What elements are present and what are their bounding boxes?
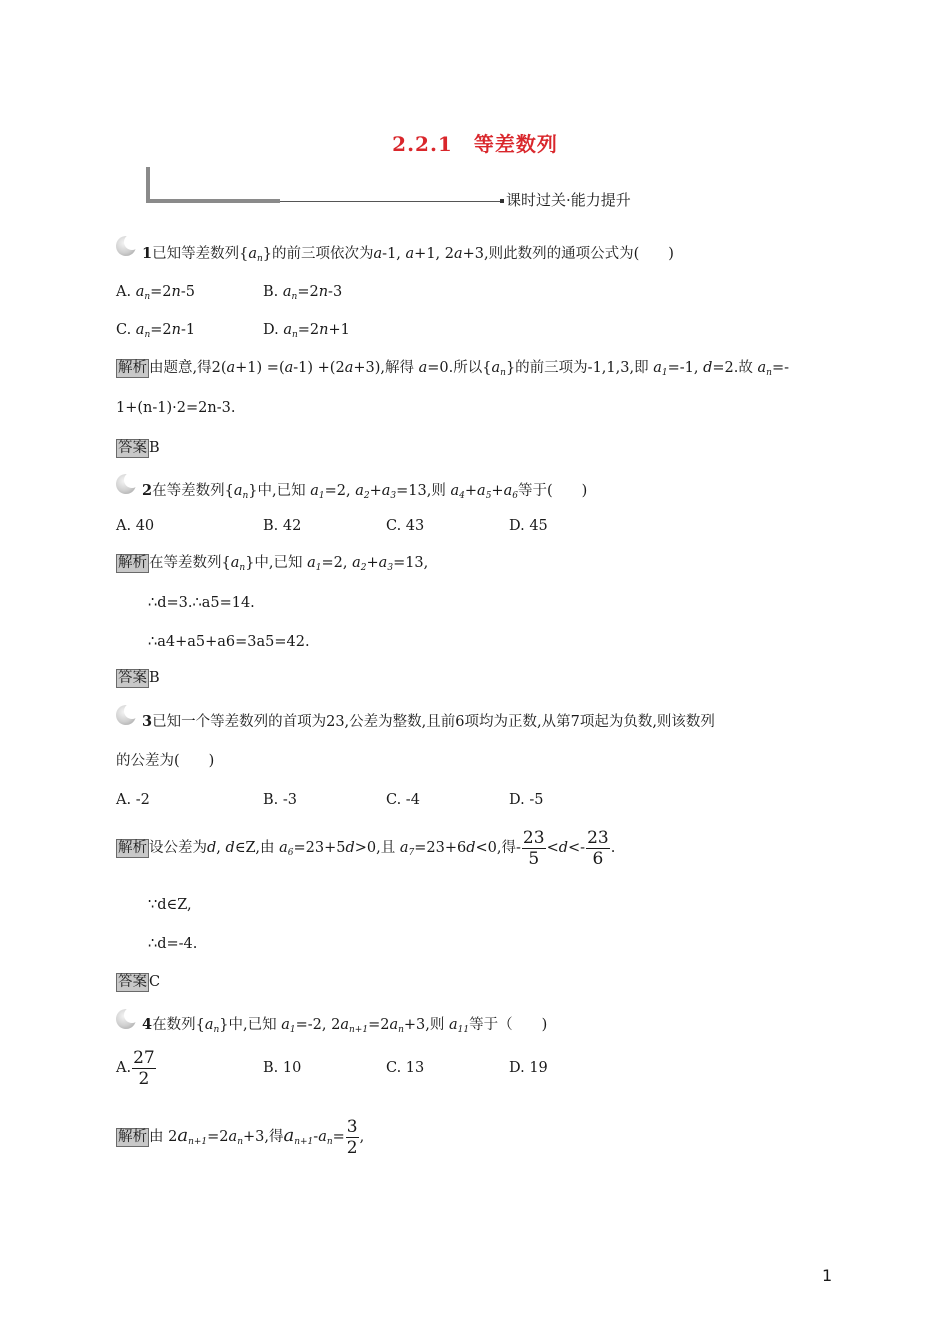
banner-rule: [280, 201, 502, 202]
question-marker-cut: [124, 1007, 140, 1023]
fraction-3-over-2: $\frac{3}{2}$: [346, 1116, 358, 1158]
q3-step2: ∴d=-4.: [148, 936, 198, 952]
q4-option-a: A. $\frac{27}{2}$: [116, 1047, 155, 1089]
analysis-tag: 解析: [118, 555, 147, 571]
q3-option-a: A. -2: [116, 792, 150, 808]
q1-analysis: 解析 由题意,得2(a+1) =(a-1) +(2a+3),解得 a=0.所以$\{a_n\}$的前三项为-1,1,3,即 $a_1=-1$, d=2.故 $a_n=-$: [118, 360, 789, 378]
q1-option-c: C. $a_n=2n-1$: [116, 322, 196, 340]
q3-step1: ∵d∈Z,: [148, 897, 192, 913]
q2-analysis: 解析 在等差数列$\{a_n\}$中,已知 $a_1=2$, $a_2+a_3=13$,: [118, 555, 429, 573]
q2-step1: ∴d=3.∴a5=14.: [148, 595, 255, 611]
page-number: 1: [822, 1266, 833, 1285]
q2-option-c: C. 43: [386, 518, 425, 534]
section-banner: [146, 167, 506, 207]
q3-analysis: 解析 设公差为d, d∈Z,由 $a_6=23+5d>0$,且 $a_7=23+6d<0$,得- $\frac{23}{5}$ <d<- $\frac{23}{6}$ .: [118, 827, 616, 869]
fraction-23-over-6: $\frac{23}{6}$: [587, 827, 609, 869]
answer-tag: 答案: [118, 670, 147, 686]
q4-analysis: 解析 由 $2a_{n+1}=2a_n+3$,得$a_{n+1}-a_n=$ $\frac{3}{2}$ ,: [118, 1116, 365, 1158]
section-label: 课时过关·能力提升: [500, 189, 631, 210]
q4-option-d: D. 19: [509, 1060, 548, 1076]
q2-option-b: B. 42: [263, 518, 302, 534]
q2-option-d: D. 45: [509, 518, 548, 534]
q1-answer: 答案 B: [118, 440, 160, 456]
analysis-tag: 解析: [118, 360, 147, 376]
q2-answer: 答案 B: [118, 670, 160, 686]
answer-tag: 答案: [118, 974, 147, 990]
q4-stem: 4在数列$\{a_n\}$中,已知 $a_1=-2$, $2a_{n+1}=2a_n+3$,则 $a_{11}$等于（ ): [142, 1016, 548, 1035]
fraction-23-over-5: $\frac{23}{5}$: [522, 827, 545, 869]
q1-option-d: D. $a_n=2n+1$: [263, 322, 350, 340]
q2-option-a: A. 40: [116, 518, 155, 534]
q3-stem-line1: 3已知一个等差数列的首项为23,公差为整数,且前6项均为正数,从第7项起为负数,则该数列: [142, 713, 715, 730]
q1-stem: 1已知等差数列$\{a_n\}$的前三项依次为a-1, a+1, 2a+3,则此数列的通项公式为( ): [142, 245, 674, 264]
analysis-tag: 解析: [118, 840, 147, 856]
q2-step2: ∴a4+a5+a6=3a5=42.: [148, 634, 310, 650]
q4-option-b: B. 10: [263, 1060, 302, 1076]
q3-stem-line2: 的公差为( ): [116, 753, 215, 769]
banner-vertical-bar: [146, 167, 150, 203]
analysis-tag: 解析: [118, 1129, 147, 1145]
q1-option-a: A. $a_n=2n-5$: [116, 284, 195, 302]
banner-thick-bar: [146, 199, 280, 203]
q1-analysis-line2: 1+(n-1)·2=2n-3.: [116, 400, 236, 416]
q1-option-b: B. $a_n=2n-3$: [263, 284, 343, 302]
question-marker-cut: [124, 234, 140, 250]
page-title: 2.2.1 等差数列: [392, 132, 558, 156]
question-marker-cut: [124, 472, 140, 488]
answer-tag: 答案: [118, 440, 147, 456]
q3-option-d: D. -5: [509, 792, 544, 808]
q3-option-b: B. -3: [263, 792, 297, 808]
q3-answer: 答案 C: [118, 974, 161, 990]
q4-option-c: C. 13: [386, 1060, 425, 1076]
q3-option-c: C. -4: [386, 792, 420, 808]
q2-stem: 2在等差数列$\{a_n\}$中,已知 $a_1=2$, $a_2+a_3=13$,则 $a_4+a_5+a_6$等于( ): [142, 482, 588, 501]
question-marker-cut: [124, 703, 140, 719]
fraction-27-over-2: $\frac{27}{2}$: [133, 1047, 155, 1089]
bullet-square-icon: [500, 199, 504, 203]
